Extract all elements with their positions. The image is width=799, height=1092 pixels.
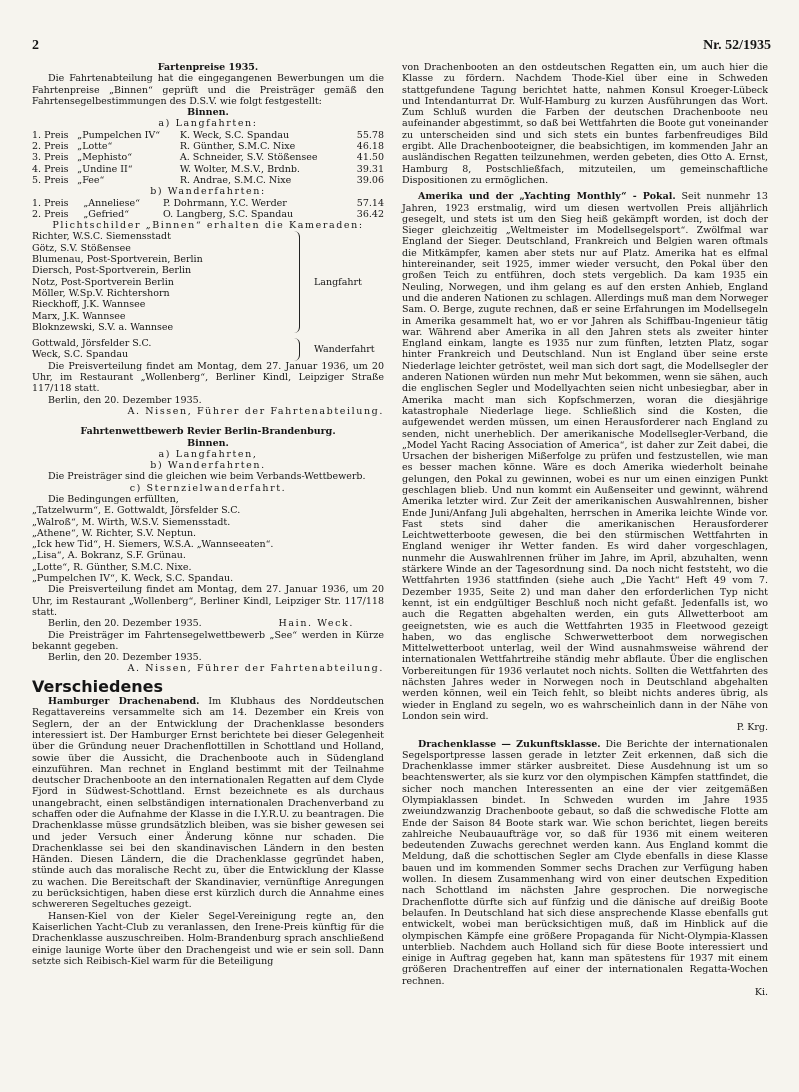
list-item: Richter, W.S.C. Siemensstadt — [32, 231, 171, 243]
list-item: „Athene“, W. Richter, S.V. Neptun. — [32, 527, 197, 539]
page-header — [32, 38, 771, 54]
list-item: Blumenau, Post-Sportverein, Berlin — [32, 254, 203, 266]
preisverteilung-text: Die Preisverteilung findet am Montag, dem 27. Januar 1936, um 20 Uhr, im Restaurant „Wollenberg“, Berliner Kindl, Leipziger Str. 117/118 statt. — [32, 584, 384, 618]
wettbewerb-title: Fahrtenwettbewerb Revier Berlin-Brandenburg. — [80, 426, 336, 438]
sternziel-heading: c) Sternzielwanderfahrt. — [129, 482, 287, 494]
wanderfahrten-subheading: b) Wanderfahrten. — [150, 460, 266, 472]
drachenabend-paragraph: Hamburger Drachenabend. Im Klubhaus des Norddeutschen Regattavereins versammelte sich am 14. Dezember ein Kreis von Seglern, der an der Entwicklung der Drachenklasse besonders interessiert ist. Der Hamburger Ernst berichtete bei dieser Gelegenheit über die Gründung neuer Drachenflottillen in Schottland und Holland, sowie über die Aussicht, die Drachenboote auch in Südengland einzuführen. Man rechnet in England bestimmt mit der Teilnahme deutscher Drachenboote an den internationalen Regatten auf dem Clyde Fjord in Südwest-Schottland. Ernst bezeichnete es als durchaus unangebracht, einen selbständigen internationalen Drachenverband zu schaffen oder die Aufnahme der Klasse in die I.Y.R.U. zu beantragen. Die Drachenklasse müsse grundsätzlich bleiben, was sie bisher gewesen sei und jeder Versuch einer Änderung könne nur schaden. Die Drachenklasse sei bei den skandinavischen Ländern in den besten Händen. Diesen Ländern, die die Drachenklasse gegründet haben, stünde auch das moralische Recht zu, über die Entwicklung der Klasse zu wachen. Die Bereitschaft der Skandinavier, vernünftige Anregungen zu berücksichtigen, haben diese erst kürzlich durch die Annahme eines schwereren Segeltuches gezeigt. — [32, 696, 384, 911]
signature: A. Nissen, Führer der Fahrtenabteilung. — [127, 663, 384, 675]
left-column — [32, 62, 384, 967]
verschiedenes-heading: Verschiedenes — [32, 676, 164, 696]
paragraph-lead: Amerika und der „Yachting Monthly“ - Pokal. — [418, 191, 676, 203]
brace-shape — [287, 231, 300, 333]
list-item: „Ick hew Tid“, H. Siemers, W.S.A. „Wannseeaten“. — [32, 539, 274, 551]
wanderfahrt-label: Wanderfahrt — [314, 343, 375, 355]
table-row: 1. Preis „Pumpelchen IV“ K. Weck, S.C. Spandau 55.78 — [32, 129, 384, 141]
drachenklasse-paragraph: Drachenklasse — Zukunftsklasse. Die Berichte der internationalen Segelsportpresse lassen gerade in letzter Zeit erkennen, daß sich die Drachenklasse immer stärker ausbreitet. Diese Ausdehnung ist um so beachtenswerter, als sie kurz vor den olympischen Kämpfen stattfindet, die sicher noch manchen Interessenten an eine der vier zeitgemäßen Olympiaklassen bindet. In Schweden wurden im Jahre 1935 zweiundzwanzig Drachenboote gebaut, so daß die schwedische Flotte am Ende der Saison 84 Boote stark war. Wie schon berichtet, liegen bereits zahlreiche Neubauaufträge vor, so daß für 1936 mit einem weiteren bedeutenden Zuwachs gerechnet werden kann. Aus England kommt die Meldung, daß die schottischen Segler am Clyde ebenfalls in diese Klasse bauen und im kommenden Sommer sechs Drachen zur Verfügung haben wollen. In diesem Zusammenhang wird von einer deutschen Expedition nach Schottland im nächsten Jahre gesprochen. Die norwegische Drachenflotte dürfte sich auf fünfzig und die dänische auf dreißig Boote belaufen. In Deutschland hat sich diese ansprechende Klasse ebenfalls gut entwickelt, wobei man berücksichtigen muß, daß im Hinblick auf die olympischen Kämpfe eine größere Propaganda für Nicht-Olympia-Klassen unterblieb. Nachdem auch Holland sich für diese Boote interessiert und einige in Auftrag gegeben hat, kann man spätestens für 1937 mit einem größeren Drachentreffen auf einer der internationalen Regatta-Wochen rechnen. — [402, 738, 768, 987]
bedingungen-text: Die Bedingungen erfüllten, — [48, 493, 179, 505]
list-item: Bloknzewski, S.V. a. Wannsee — [32, 321, 174, 333]
wanderfahrt-names — [32, 338, 287, 361]
paragraph-lead: Hamburger Drachenabend. — [48, 696, 200, 708]
table-row: 2. Preis „Gefried“ O. Langberg, S.C. Spandau 36.42 — [32, 208, 384, 220]
issue-number: Nr. 52/1935 — [703, 38, 771, 53]
list-item: Götz, S.V. Stößensee — [32, 242, 131, 254]
wettbewerb-text: Die Preisträger sind die gleichen wie beim Verbands-Wettbewerb. — [48, 471, 366, 483]
fartenpreise-intro: Die Fahrtenabteilung hat die eingegangenen Bewerbungen um die Fahrtenpreise „Binnen“ geprüft und die Preisträger gemäß den Fahrtensegelbestimmungen des D.S.V. wie folgt festgestellt: — [32, 73, 384, 107]
see-text: Die Preisträger im Fahrtensegelwettbewerb „See“ werden in Kürze bekannt gegeben. — [32, 629, 384, 652]
page-number: 2 — [32, 38, 39, 53]
list-item: „Walroß“, M. Wirth, W.S.V. Siemensstadt. — [32, 516, 231, 528]
wanderfahrten-heading: b) Wanderfahrten: — [150, 186, 266, 198]
signature: P. Krg. — [736, 722, 768, 734]
table-row: 2. Preis „Lotte“ R. Günther, S.M.C. Nixe 46.18 — [32, 141, 384, 153]
right-column — [402, 62, 768, 998]
signature: A. Nissen, Führer der Fahrtenabteilung. — [127, 405, 384, 417]
langfahrten-subheading: a) Langfahrten, — [158, 448, 258, 460]
amerika-paragraph: Amerika und der „Yachting Monthly“ - Pokal. Seit nunmehr 13 Jahren, 1923 erstmalig, wird um diesen wertvollen Preis alljährlich gesegelt, und stets ist um den Sieg heiß gekämpft worden, ist doch der Sieger gleichzeitig „Weltmeister im Modellsegelsport“. Zwölfmal war England der Sieger. Deutschland, Frankreich und Belgien waren oftmals die Mitkämpfer, kamen aber stets nur auf Platz. Amerika hat es elfmal hintereinander, seit 1925, immer wieder versucht, den Pokal über den großen Teich zu entführen, doch stets vergeblich. Da kam 1935 ein Neuling, Norwegen, und ihm gelang es auf den ersten Anhieb, England und die anderen Nationen zu schlagen. Allerdings muß man dem Norweger Sam. O. Berge, zugute rechnen, daß er seine Erfahrungen im Modellsegeln in Amerika gesammelt hat, wo er vor Jahren als Schiffbau-Ingenieur tätig war. Während aber Amerika in all den Jahren stets als zweiter hinter England einkam, langte es 1935 nur zum fünften, letzten Platz, sogar hinter Frankreich und Deutschland. Nun ist England über seine erste Niederlage leichter getröstet, weil man sich dort sagt, die Modellsegler der anderen Nationen würden nun mehr Mut bekommen, wenn sie sähen, auch die englischen Segler und Modellyachten seien nicht unbesiegbar, aber in Amerika macht man sich Kopfschmerzen, woran die diesjährige katastrophale Niederlage liege. Schließlich sind die Kosten, die aufgewendet werden müssen, um einen Herausforderer nach England zu senden, nicht unerheblich. Der amerikanische Modellsegler-Verband, die „Model Yacht Racing Association of America“, ist daher zur Zeit dabei, die Ursachen der bisherigen Mißerfolge zu prüfen und festzustellen, wie man es besser machen könne. Wäre es doch Amerika wiederholt beinahe gelungen, den Pokal zu gewinnen, wobei es nur um einen einzigen Punkt geschlagen blieb. Und nun kommt ein Außenseiter und gewinnt, während Amerika letzter wird. Zur Zeit der amerikanischen Auswahlrennen, bisher Ende Juni/Anfang Juli abgehalten, herrschen in Amerika leichte Winde vor. Fast stets sind daher die amerikanischen Herausforderer Leichtwetterboote gewesen, die bei den stürmischen Wettfahrten in England weniger ihr Wetter fanden. Es wird daher vorgeschlagen, nunmehr die Auswahlrennen früher im Jahre, im April, abzuhalten, wenn stärkere Winde an der Tagesordnung sind. Da noch nicht feststeht, wo die Wettfahrten 1936 stattfinden (siehe auch „Die Yacht“ Heft 49 vom 7. Dezember 1935, Seite 2) und man daher den erforderlichen Typ nicht kennt, ist ein endgültiger Beschluß noch nicht gefaßt. Jedenfalls ist, wo auch die Regatten abgehalten werden, ein guts Allwetterboot am geeignetsten, wie es auch die Wettfahrten 1935 in Fleetwood gezeigt haben, wo das englische Schwerwetterboot dem norwegischen Mittelwetterboot unterlag, weil der Wind ausnahmsweise während der internationalen Wettfahrtreihe ständig mehr abflaute. Über die englischen Vorbereitungen für 1936 verlautet noch nichts. Sollten die Wettfahrten des nächsten Jahres weder in Norwegen noch in Deutschland abgehalten werden können, weil ein Teich fehlt, so bleibt nichts anderes übrig, als wieder in England zu segeln, wo es wahrscheinlich dann in der Nähe von London sein wird. — [402, 191, 768, 722]
signers: Hain. Weck. — [278, 618, 354, 630]
list-item: Diersch, Post-Sportverein, Berlin — [32, 265, 192, 277]
list-item: „Lisa“, A. Bokranz, S.F. Grünau. — [32, 550, 186, 562]
binnen-heading: Binnen. — [187, 107, 229, 119]
hansen-paragraph: Hansen-Kiel von der Kieler Segel-Vereinigung regte an, den Kaiserlichen Yacht-Club zu veranlassen, den Irene-Preis künftig für die Drachenklasse auszuschreiben. Holm-Brandenburg sprach anschließend einige launige Worte über den Drachengeist und wie er sein soll. Dann setzte sich Reibisch-Kiel warm für die Beteiligung — [32, 910, 384, 967]
table-row: 3. Preis „Mephisto“ A. Schneider, S.V. Stößensee 41.50 — [32, 152, 384, 164]
plichtschilder-heading: Plichtschilder „Binnen“ erhalten die Kameraden: — [52, 220, 364, 232]
table-row: 1. Preis „Anneliese“ P. Dohrmann, Y.C. Werder 57.14 — [32, 197, 384, 209]
paragraph-lead: Drachenklasse — Zukunftsklasse. — [418, 738, 601, 750]
wanderfahrt-group — [32, 338, 384, 361]
list-item: Weck, S.C. Spandau — [32, 349, 129, 361]
date-line: Berlin, den 20. Dezember 1935. Hain. Weck. — [48, 618, 354, 630]
list-item: „Pumpelchen IV“, K. Weck, S.C. Spandau. — [32, 573, 234, 585]
fartenpreise-title: Fartenpreise 1935. — [157, 62, 259, 73]
binnen-heading: Binnen. — [187, 437, 229, 449]
langfahrten-table — [32, 130, 384, 186]
langfahrt-label: Langfahrt — [314, 276, 362, 288]
list-item: Notz, Post-Sportverein Berlin — [32, 276, 174, 288]
list-item: „Lotte“, R. Günther, S.M.C. Nixe. — [32, 561, 192, 573]
list-item: „Tatzelwurm“, E. Gottwaldt, Jörsfelder S.C. — [32, 505, 241, 517]
preisverteilung-text: Die Preisverteilung findet am Montag, dem 27. Januar 1936, um 20 Uhr, im Restaurant „Wollenberg“, Berliner Kindl, Leipziger Straße 117/118 statt. — [32, 360, 384, 395]
continued-paragraph: von Drachenbooten an den ostdeutschen Regatten ein, um auch hier die Klasse zu fördern. Nachdem Thode-Kiel über eine in Schweden stattgefundene Tagung berichtet hatte, nahmen Konsul Kroeger-Lübeck und Intendanturrat Dr. Wulf-Hamburg zu kurzen Ausführungen das Wort. Zum Schluß wurden die Farben der deutschen Drachenboote neu aufeinander abgestimmt, so daß bei Wettfahrten die Boote gut voneinander zu unterscheiden sind und sich stets ein buntes farbenfreudiges Bild ergibt. Alle Drachenbooteigner, die beabsichtigen, im kommenden Jahr an ausländischen Regatten teilzunehmen, werden gebeten, dies Otto A. Ernst, Hamburg 8, Postschließfach, mitzuteilen, um gemeinschaftliche Dispositionen zu ermöglichen. — [402, 62, 768, 186]
date-line: Berlin, den 20. Dezember 1935. — [48, 394, 202, 406]
list-item: Möller, W.Sp.V. Richtershorn — [32, 287, 170, 299]
langfahrt-names — [32, 231, 287, 333]
brace-shape — [287, 338, 300, 361]
langfahrt-group — [32, 231, 384, 333]
table-row: 4. Preis „Undine II“ W. Wolter, M.S.V., Brdnb. 39.31 — [32, 163, 384, 175]
wanderfahrten-table — [32, 198, 384, 221]
signature: Ki. — [754, 987, 768, 999]
list-item: Rieckhoff, J.K. Wannsee — [32, 299, 146, 311]
date-line: Berlin, den 20. Dezember 1935. — [48, 652, 202, 664]
table-row: 5. Preis „Fee“ R. Andrae, S.M.C. Nixe 39.06 — [32, 174, 384, 186]
list-item: Gottwald, Jörsfelder S.C. — [32, 338, 152, 350]
langfahrten-heading: a) Langfahrten: — [158, 118, 258, 130]
list-item: Marx, J.K. Wannsee — [32, 310, 126, 322]
